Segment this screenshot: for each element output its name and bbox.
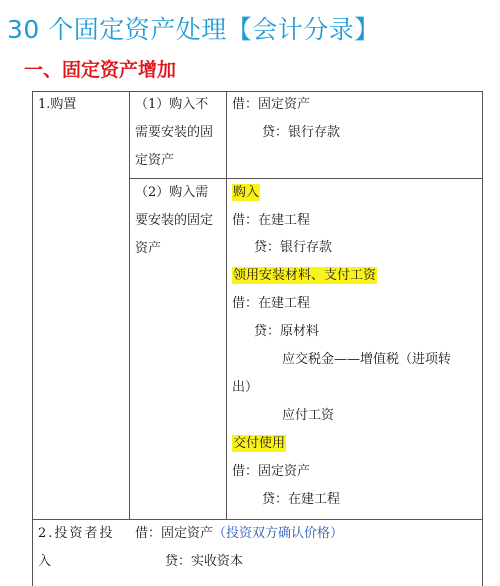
label-line: （2）购入需 bbox=[135, 185, 209, 200]
credit-entry-cont: 出） bbox=[232, 380, 259, 395]
price-note: （投资双方确认价格） bbox=[213, 526, 344, 541]
label-line: 2.投资者投 bbox=[38, 526, 115, 541]
step-heading-delivery: 交付使用 bbox=[233, 436, 286, 451]
credit-entry: 贷：银行存款 bbox=[254, 240, 333, 255]
column-divider bbox=[226, 91, 227, 519]
page-title: 30 个固定资产处理【会计分录】 bbox=[7, 15, 380, 44]
credit-entry: 应交税金——增值税（进项转 bbox=[282, 352, 452, 367]
label-line: 需要安装的固 bbox=[135, 125, 214, 140]
label-line: （1）购入不 bbox=[135, 97, 209, 112]
table-border-right bbox=[482, 91, 483, 586]
credit-entry: 贷：实收资本 bbox=[165, 554, 244, 569]
credit-entry: 应付工资 bbox=[282, 408, 335, 423]
row-label-purchase: 1.购置 bbox=[38, 97, 77, 112]
debit-account: 借：固定资产 bbox=[135, 526, 214, 541]
row-label-investor bbox=[38, 520, 114, 576]
sub-label-install bbox=[135, 179, 213, 263]
entries-table bbox=[32, 91, 483, 586]
label-line: 要安装的固定 bbox=[135, 213, 214, 228]
step-heading-materials: 领用安装材料、支付工资 bbox=[233, 268, 377, 283]
section-heading: 一、固定资产增加 bbox=[24, 59, 177, 81]
sub-label-no-install bbox=[135, 91, 213, 175]
debit-entry bbox=[135, 520, 343, 548]
label-line: 资产 bbox=[135, 241, 162, 256]
debit-entry: 借：在建工程 bbox=[232, 296, 311, 311]
debit-entry: 借：在建工程 bbox=[232, 213, 311, 228]
debit-entry: 借：固定资产 bbox=[232, 97, 311, 112]
step-heading-purchase: 购入 bbox=[233, 185, 260, 200]
table-border-left bbox=[32, 91, 33, 586]
label-line: 入 bbox=[38, 554, 54, 569]
debit-entry: 借：固定资产 bbox=[232, 464, 311, 479]
column-divider bbox=[129, 91, 130, 519]
label-line: 定资产 bbox=[135, 153, 175, 168]
credit-entry: 贷：原材料 bbox=[254, 324, 320, 339]
credit-entry: 贷：在建工程 bbox=[262, 492, 341, 507]
credit-entry: 贷：银行存款 bbox=[262, 125, 341, 140]
